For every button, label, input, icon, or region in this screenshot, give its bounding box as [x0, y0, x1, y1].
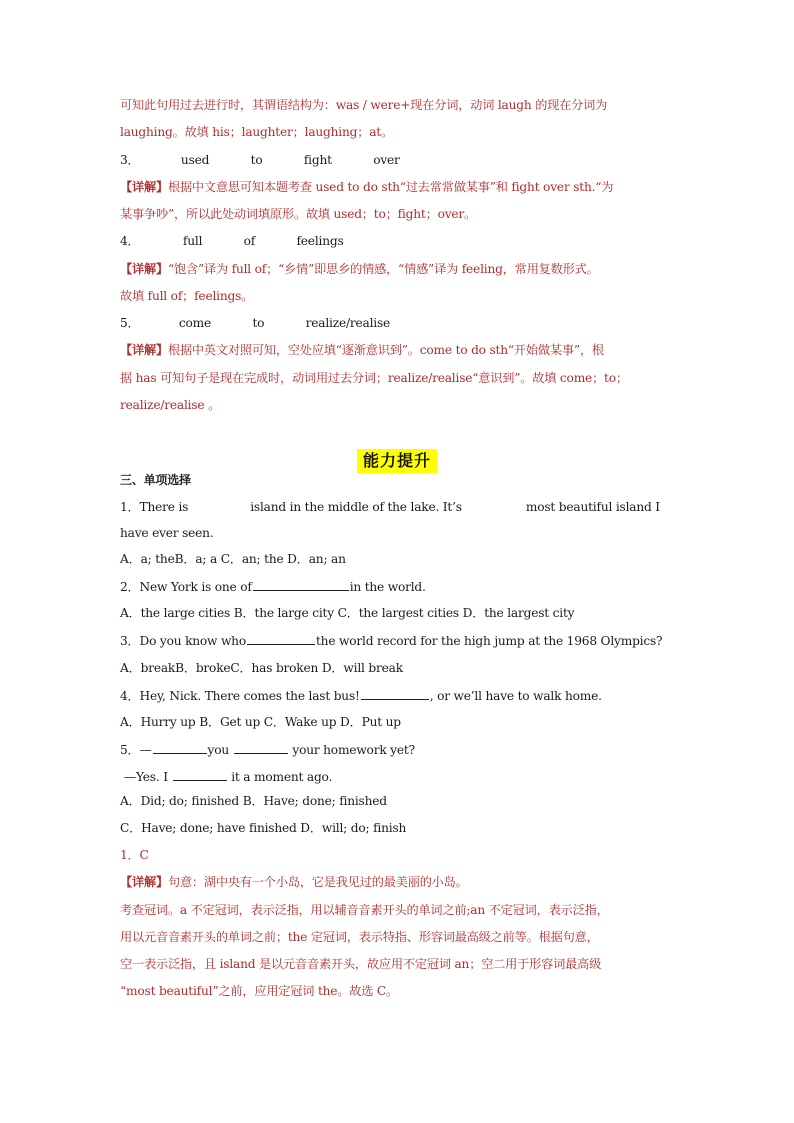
explanation-text: “饱含”译为 full of；“乡情”即思乡的情感，“情感”译为 feeling，常用复数形式。: [167, 262, 599, 276]
answer-word: over: [373, 153, 400, 167]
answer-blank: [153, 741, 207, 754]
question-2-options: A．the large cities B．the large city C．the largest cities D．the largest city: [120, 606, 575, 620]
explanation-line: 据 has 可知句子是现在完成时，动词用过去分词；realize/realise“意识到”。故填 come；to；: [120, 371, 628, 385]
explanation-line: [120, 261, 599, 277]
question-text: your homework yet?: [292, 743, 415, 757]
question-text: island in the middle of the lake. It’s: [250, 500, 462, 514]
question-4-options: A．Hurry up B．Get up C．Wake up D．Put up: [120, 715, 401, 729]
question-text: 3．Do you know who: [120, 634, 246, 648]
explanation-line: 故填 full of；feelings。: [120, 289, 254, 303]
question-5-reply: [124, 768, 332, 785]
question-number: 3．: [120, 153, 140, 167]
explanation-line: laughing。故填 his；laughter；laughing；at。: [120, 125, 393, 139]
question-5-options: C．Have; done; have finished D．will; do; finish: [120, 821, 407, 835]
question-text: you: [207, 743, 230, 757]
answer-blank: [247, 632, 315, 645]
answer-blank: [234, 741, 288, 754]
section-title: 三、单项选择: [120, 473, 191, 487]
answer-word: come: [178, 316, 212, 330]
question-text: most beautiful island I: [525, 500, 660, 514]
answer-blank: [253, 578, 349, 591]
question-text: in the world.: [349, 580, 426, 594]
explanation-line: 空一表示泛指，且 island 是以元音音素开头，故应用不定冠词 an；空二用于形容词最高级: [120, 957, 602, 971]
question-text: it a moment ago.: [231, 770, 333, 784]
question-1: [120, 499, 660, 515]
question-1-cont: have ever seen.: [120, 526, 214, 540]
explanation-line: [120, 342, 604, 358]
answer-blank: [361, 687, 429, 700]
explanation-line: 可知此句用过去进行时，其谓语结构为：was / were+现在分词，动词 laugh 的现在分词为: [120, 98, 608, 112]
explanation-text: 句意：湖中央有一个小岛，它是我见过的最美丽的小岛。: [167, 875, 468, 889]
question-text: —Yes. I: [124, 770, 168, 784]
answer-word: realize/realise: [305, 316, 391, 330]
question-3-options: A．breakB．brokeC．has broken D．will break: [120, 661, 403, 675]
question-5-options: A．Did; do; finished B．Have; done; finished: [120, 794, 387, 808]
detail-tag: 【详解】: [120, 180, 168, 194]
question-text: 5．—: [120, 743, 152, 757]
question-number: 5．: [120, 316, 140, 330]
answer-row-4: [120, 233, 344, 249]
question-text: the world record for the high jump at the 1968 Olympics?: [315, 634, 663, 648]
explanation-line: 考查冠词。a 不定冠词，表示泛指，用以辅音音素开头的单词之前;an 不定冠词，表示泛指，: [120, 903, 609, 917]
detail-tag: 【详解】: [120, 875, 168, 889]
answer-word: fight: [303, 153, 332, 167]
answer-key: 1．C: [120, 848, 149, 862]
explanation-line: “most beautiful”之前，应用定冠词 the。故选 C。: [120, 984, 399, 998]
explanation-text: 根据中文意思可知本题考查 used to do sth“过去常常做某事”和 fight over sth.“为: [167, 180, 614, 194]
detail-tag: 【详解】: [120, 262, 168, 276]
answer-word: feelings: [296, 234, 344, 248]
question-text: 4．Hey, Nick. There comes the last bus!: [120, 689, 360, 703]
question-1-options: A．a; theB．a; a C．an; the D．an; an: [120, 552, 346, 566]
question-text: 1．There is: [120, 500, 189, 514]
section-heading: 能力提升: [357, 449, 437, 473]
question-text: , or we’ll have to walk home.: [429, 689, 602, 703]
answer-word: full: [182, 234, 203, 248]
question-2: [120, 578, 426, 595]
answer-word: used: [180, 153, 210, 167]
answer-word: to: [252, 316, 265, 330]
detail-tag: 【详解】: [120, 343, 168, 357]
question-4: [120, 687, 602, 704]
explanation-line: realize/realise 。: [120, 398, 221, 412]
answer-blank: [173, 768, 227, 781]
question-text: 2．New York is one of: [120, 580, 252, 594]
answer-row-5: [120, 315, 390, 331]
explanation-text: 根据中英文对照可知，空处应填“逐渐意识到”。come to do sth“开始做某事”，根: [167, 343, 604, 357]
explanation-line: 某事争吵”，所以此处动词填原形。故填 used；to；fight；over。: [120, 207, 477, 221]
explanation-line: [120, 179, 613, 195]
question-5: [120, 741, 415, 758]
explanation-line: [120, 874, 468, 890]
explanation-line: 用以元音音素开头的单词之前；the 定冠词，表示特指、形容词最高级之前等。根据句意，: [120, 930, 599, 944]
answer-word: to: [250, 153, 263, 167]
answer-row-3: [120, 152, 400, 168]
question-3: [120, 632, 662, 649]
answer-word: of: [243, 234, 256, 248]
question-number: 4．: [120, 234, 140, 248]
